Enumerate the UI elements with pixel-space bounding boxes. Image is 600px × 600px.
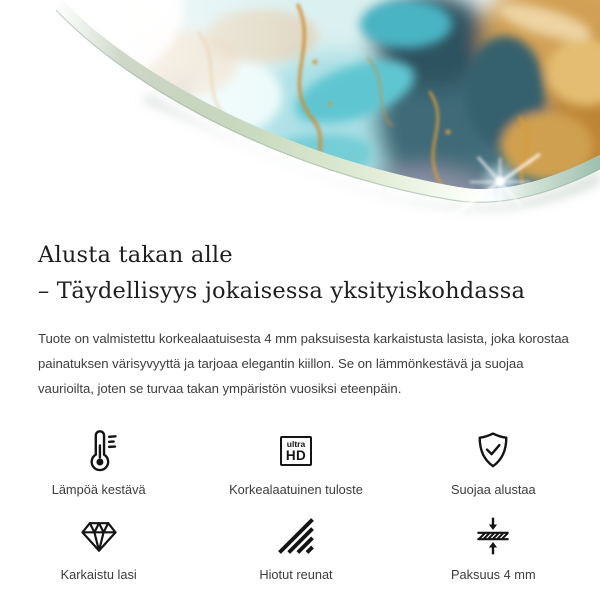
feature-protects-surface: [395, 428, 592, 497]
thickness-icon: [471, 514, 515, 558]
ultra-hd-icon: [280, 436, 312, 466]
feature-thickness: [395, 513, 592, 582]
page-title-line1: Alusta takan alle: [38, 242, 233, 268]
product-description: Tuote on valmistettu korkealaatuisesta 4 mm paksuisesta karkaistusta lasista, joka korostaa painatuksen värisyvyyttä ja tarjoaa elegantin kiillon. Se on lämmönkestävä ja suojaa vaurioilta, joten se turvaa takan ympäristön vuosiksi eteenpäin.: [38, 331, 569, 396]
glass-panel-image: [0, 0, 600, 230]
feature-label: Paksuus 4 mm: [451, 567, 536, 582]
feature-grid: [0, 428, 592, 582]
diamond-icon: [76, 514, 122, 558]
polished-edges-icon: [274, 514, 318, 558]
feature-label: Hiotut reunat: [259, 567, 333, 582]
feature-polished-edges: [197, 513, 394, 582]
feature-label: Lämpöä kestävä: [51, 482, 146, 497]
page-title: [38, 237, 570, 309]
page-title-line2: – Täydellisyys jokaisessa yksityiskohdassa: [38, 278, 526, 304]
ultra-hd-bottom-text: HD: [285, 448, 307, 463]
feature-tempered-glass: [0, 513, 197, 582]
shield-check-icon: [471, 429, 515, 473]
feature-label: Karkaistu lasi: [60, 567, 137, 582]
feature-label: Korkealaatuinen tuloste: [229, 482, 363, 497]
feature-heat-resistant: [0, 428, 197, 497]
ultra-hd-top-text: ultra: [286, 439, 306, 449]
text-content: [0, 237, 600, 401]
feature-label: Suojaa alustaa: [450, 482, 536, 497]
feature-hd-print: [197, 428, 394, 497]
thermometer-icon: [77, 429, 121, 473]
